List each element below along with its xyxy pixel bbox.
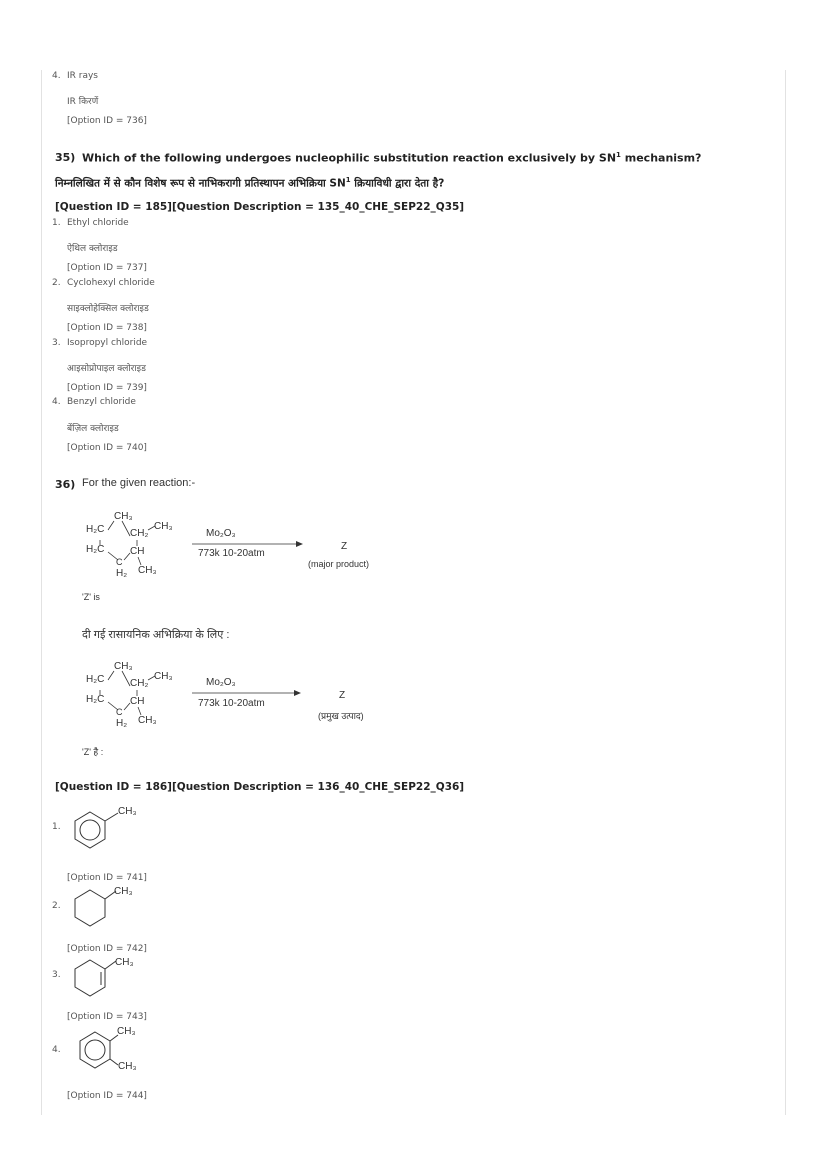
- question-id: [Question ID = 186][Question Description = 136_40_CHE_SEP22_Q36]: [55, 781, 465, 793]
- option-text-hi: IR किरणें: [67, 97, 99, 107]
- option-text-hi: ऐथिल क्लोराइड: [67, 244, 118, 254]
- label-h2: H₂: [116, 718, 128, 729]
- product-note: (major product): [308, 559, 370, 569]
- question-id: [Question ID = 185][Question Description = 135_40_CHE_SEP22_Q35]: [55, 201, 465, 213]
- reagent-label: Mo₂O₃: [206, 677, 236, 688]
- z-is-label: 'Z' है :: [82, 747, 104, 757]
- product-note: (प्रमुख उत्पाद): [318, 711, 364, 721]
- option-id: [Option ID = 736]: [67, 116, 147, 126]
- question-number: 36): [55, 478, 76, 491]
- label-h2c-2: H₂C: [86, 694, 105, 705]
- question-text-en: Which of the following undergoes nucleophilic substitution reaction exclusively by $SN^1$ mechanism?: [82, 151, 702, 165]
- option-id: [Option ID = 737]: [67, 263, 147, 273]
- label-ch: CH: [130, 696, 145, 707]
- label-ch2: CH₂: [130, 528, 149, 539]
- option-id: [Option ID = 742]: [67, 944, 147, 954]
- option-number: 3.: [52, 970, 61, 980]
- question-intro-hi: दी गई रासायनिक अभिक्रिया के लिए :: [82, 629, 230, 641]
- substituent-ch3: CH₃: [115, 957, 134, 968]
- option-id: [Option ID = 741]: [67, 873, 147, 883]
- option-number: 1.: [52, 822, 61, 832]
- option-number: 2.: [52, 278, 61, 288]
- substituent-ch3-top: CH₃: [117, 1026, 136, 1037]
- option-id: [Option ID = 743]: [67, 1012, 147, 1022]
- option-text-en: Cyclohexyl chloride: [67, 278, 155, 288]
- z-is-label: 'Z' is: [82, 592, 100, 602]
- option-number: 2.: [52, 901, 61, 911]
- option-number: 3.: [52, 338, 61, 348]
- label-ch3-bottom: CH₃: [138, 565, 157, 576]
- label-ch3-right: CH₃: [154, 521, 173, 532]
- condition-label: 773k 10-20atm: [198, 698, 265, 709]
- label-h2: H₂: [116, 568, 128, 579]
- label-h2c-1: H₂C: [86, 524, 105, 535]
- label-ch2: CH₂: [130, 678, 149, 689]
- option-text-hi: आइसोप्रोपाइल क्लोराइड: [67, 364, 146, 374]
- label-ch3-top: CH₃: [114, 661, 133, 672]
- option-text-en: Isopropyl chloride: [67, 338, 148, 348]
- product-label: Z: [341, 541, 348, 552]
- label-c: C: [116, 707, 123, 717]
- question-text-hi: निम्नलिखित में से कौन विशेष रूप से नाभिकरागी प्रतिस्थापन अभिक्रिया $SN^1$ क्रियाविधी द्वारा देता है?: [55, 176, 445, 190]
- option-number: 4.: [52, 397, 61, 407]
- substituent-ch3: CH₃: [118, 806, 137, 817]
- substituent-ch3: CH₃: [114, 886, 133, 897]
- label-ch3-bottom: CH₃: [138, 715, 157, 726]
- option-text-en: Ethyl chloride: [67, 218, 129, 228]
- label-ch3-top: CH₃: [114, 511, 133, 522]
- option-id: [Option ID = 738]: [67, 323, 147, 333]
- label-h2c-2: H₂C: [86, 544, 105, 555]
- option-text-hi: बेंज़िल क्लोराइड: [67, 424, 119, 434]
- label-h2c-1: H₂C: [86, 674, 105, 685]
- substituent-ch3-bottom: CH₃: [118, 1061, 137, 1072]
- option-text-hi: साइक्लोहेक्सिल क्लोराइड: [67, 304, 149, 314]
- condition-label: 773k 10-20atm: [198, 548, 265, 559]
- product-label: Z: [339, 690, 346, 701]
- label-ch: CH: [130, 546, 145, 557]
- label-c: C: [116, 557, 123, 567]
- option-text-en: Benzyl chloride: [67, 397, 136, 407]
- option-id: [Option ID = 744]: [67, 1091, 147, 1101]
- option-number: 4.: [52, 71, 61, 81]
- question-number: 35): [55, 151, 76, 164]
- option-number: 4.: [52, 1045, 61, 1055]
- option-id: [Option ID = 740]: [67, 443, 147, 453]
- option-number: 1.: [52, 218, 61, 228]
- reagent-label: Mo₂O₃: [206, 528, 236, 539]
- option-id: [Option ID = 739]: [67, 383, 147, 393]
- label-ch3-right: CH₃: [154, 671, 173, 682]
- option-text-en: IR rays: [67, 71, 98, 81]
- question-intro-en: For the given reaction:-: [82, 477, 196, 489]
